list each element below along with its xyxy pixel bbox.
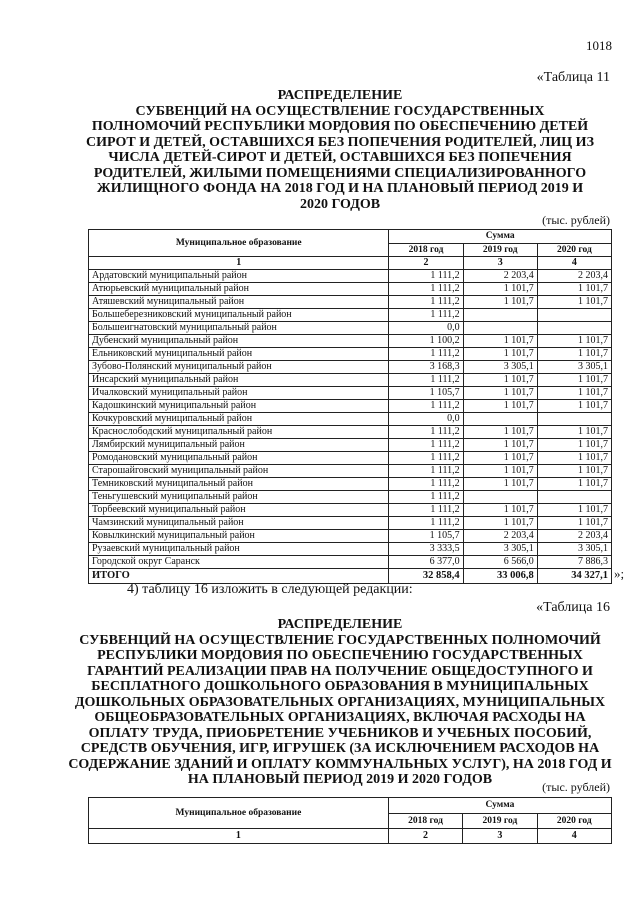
amount-cell: 1 111,2 [389, 465, 463, 478]
amount-cell: 1 101,7 [537, 374, 611, 387]
amount-cell: 1 101,7 [463, 283, 537, 296]
table-16-title [60, 617, 620, 788]
index-row [89, 829, 612, 844]
title-line: СРЕДСТВ ОБУЧЕНИЯ, ИГР, ИГРУШЕК (ЗА ИСКЛЮЧЕНИЕМ РАСХОДОВ НА [80, 741, 600, 756]
header-2018: 2018 год [388, 813, 462, 829]
municipality-cell: Ельниковский муниципальный район [89, 348, 389, 361]
table-row [89, 452, 612, 465]
amount-cell: 1 111,2 [389, 452, 463, 465]
amount-cell [463, 322, 537, 335]
table-row [89, 491, 612, 504]
header-sum: Сумма [389, 230, 612, 244]
amount-cell: 1 111,2 [389, 504, 463, 517]
index-cell: 4 [537, 257, 611, 270]
amount-cell: 1 111,2 [389, 478, 463, 491]
amount-cell: 1 101,7 [537, 296, 611, 309]
amount-cell: 1 101,7 [537, 387, 611, 400]
title-line: СУБВЕНЦИЙ НА ОСУЩЕСТВЛЕНИЕ ГОСУДАРСТВЕННЫХ [135, 103, 545, 119]
table-row [89, 530, 612, 543]
index-cell: 3 [463, 257, 537, 270]
amount-cell: 3 168,3 [389, 361, 463, 374]
amount-cell: 2 203,4 [537, 270, 611, 283]
instruction-text: 4) таблицу 16 изложить в следующей редакции: [127, 582, 413, 597]
header-municipality: Муниципальное образование [89, 230, 389, 257]
table-row [89, 309, 612, 322]
table-row [89, 387, 612, 400]
amount-cell: 1 101,7 [537, 478, 611, 491]
amount-cell: 3 305,1 [537, 361, 611, 374]
municipality-cell: Городской округ Саранск [89, 556, 389, 569]
municipality-cell: Теньгушевский муниципальный район [89, 491, 389, 504]
index-cell: 4 [537, 829, 611, 844]
amount-cell [537, 413, 611, 426]
amount-cell: 1 101,7 [463, 335, 537, 348]
table-11 [88, 229, 612, 584]
header-sum: Сумма [388, 798, 611, 814]
municipality-cell: Лямбирский муниципальный район [89, 439, 389, 452]
table-row [89, 361, 612, 374]
amount-cell: 1 111,2 [389, 309, 463, 322]
amount-cell: 1 101,7 [463, 465, 537, 478]
table-row [89, 504, 612, 517]
amount-cell: 3 333,5 [389, 543, 463, 556]
index-cell: 2 [388, 829, 462, 844]
amount-cell: 1 101,7 [463, 452, 537, 465]
table-row [89, 478, 612, 491]
table-row [89, 348, 612, 361]
amount-cell: 1 101,7 [463, 517, 537, 530]
municipality-cell: Ковылкинский муниципальный район [89, 530, 389, 543]
table-row [89, 270, 612, 283]
amount-cell: 1 111,2 [389, 439, 463, 452]
municipality-cell: Кочкуровский муниципальный район [89, 413, 389, 426]
table-row [89, 413, 612, 426]
table-11-reference: «Таблица 11 [536, 70, 610, 85]
municipality-cell: Дубенский муниципальный район [89, 335, 389, 348]
title-line: 2020 ГОДОВ [299, 196, 381, 212]
index-row [89, 257, 612, 270]
table-11-units: (тыс. рублей) [542, 213, 610, 227]
amount-cell: 1 105,7 [389, 530, 463, 543]
amount-cell [463, 309, 537, 322]
amount-cell: 1 111,2 [389, 374, 463, 387]
table-row [89, 543, 612, 556]
municipality-cell: Рузаевский муниципальный район [89, 543, 389, 556]
table-row [89, 426, 612, 439]
amount-cell: 1 111,2 [389, 348, 463, 361]
header-2019: 2019 год [463, 813, 537, 829]
index-cell: 3 [463, 829, 537, 844]
amount-cell: 1 101,7 [537, 517, 611, 530]
municipality-cell: Атюрьевский муниципальный район [89, 283, 389, 296]
amount-cell: 2 203,4 [463, 530, 537, 543]
title-line: БЕСПЛАТНОГО ДОШКОЛЬНОГО ОБРАЗОВАНИЯ В МУНИЦИПАЛЬНЫХ [91, 679, 589, 694]
amount-cell: 1 101,7 [463, 426, 537, 439]
amount-cell: 1 101,7 [537, 504, 611, 517]
amount-cell: 3 305,1 [537, 543, 611, 556]
municipality-cell: Ичалковский муниципальный район [89, 387, 389, 400]
municipality-cell: Ардатовский муниципальный район [89, 270, 389, 283]
municipality-cell: Большеберезниковский муниципальный район [89, 309, 389, 322]
title-line: РЕСПУБЛИКИ МОРДОВИЯ ПО ОБЕСПЕЧЕНИЮ ГОСУДАРСТВЕННЫХ [97, 648, 583, 663]
header-2019: 2019 год [463, 243, 537, 257]
amount-cell: 1 101,7 [463, 296, 537, 309]
amount-cell: 1 101,7 [537, 335, 611, 348]
title-line: СИРОТ И ДЕТЕЙ, ОСТАВШИХСЯ БЕЗ ПОПЕЧЕНИЯ РОДИТЕЛЕЙ, ЛИЦ ИЗ [86, 134, 594, 150]
amount-cell: 1 101,7 [463, 400, 537, 413]
amount-cell: 1 101,7 [537, 465, 611, 478]
amount-cell [463, 491, 537, 504]
title-line: ГАРАНТИЙ РЕАЛИЗАЦИИ ПРАВ НА ПОЛУЧЕНИЕ ОБЩЕДОСТУПНОГО И [87, 663, 593, 679]
amount-cell: 7 886,3 [537, 556, 611, 569]
amount-cell: 2 203,4 [463, 270, 537, 283]
amount-cell: 1 111,2 [389, 283, 463, 296]
municipality-cell: Старошайговский муниципальный район [89, 465, 389, 478]
table-16 [88, 797, 612, 844]
amount-cell: 0,0 [389, 413, 463, 426]
amount-cell: 1 105,7 [389, 387, 463, 400]
amount-cell: 1 101,7 [537, 348, 611, 361]
title-line: ОПЛАТУ ТРУДА, ПРИОБРЕТЕНИЕ УЧЕБНИКОВ И УЧЕБНЫХ ПОСОБИЙ, [88, 725, 592, 741]
total-2020: 34 327,1 [537, 569, 611, 584]
municipality-cell: Торбеевский муниципальный район [89, 504, 389, 517]
index-cell: 2 [389, 257, 463, 270]
table-16-units: (тыс. рублей) [542, 780, 610, 794]
total-2019: 33 006,8 [463, 569, 537, 584]
table-row [89, 400, 612, 413]
title-line: РОДИТЕЛЕЙ, ЖИЛЫМИ ПОМЕЩЕНИЯМИ СПЕЦИАЛИЗИРОВАННОГО [93, 165, 587, 181]
title-line: РАСПРЕДЕЛЕНИЕ [277, 88, 403, 103]
amount-cell: 1 101,7 [463, 439, 537, 452]
amount-cell: 0,0 [389, 322, 463, 335]
header-2020: 2020 год [537, 813, 611, 829]
municipality-cell: Чамзинский муниципальный район [89, 517, 389, 530]
table-row [89, 296, 612, 309]
table-row [89, 517, 612, 530]
total-2018: 32 858,4 [389, 569, 463, 584]
municipality-cell: Большеигнатовский муниципальный район [89, 322, 389, 335]
header-2020: 2020 год [537, 243, 611, 257]
amount-cell: 6 566,0 [463, 556, 537, 569]
title-line: СОДЕРЖАНИЕ ЗДАНИЙ И ОПЛАТУ КОММУНАЛЬНЫХ УСЛУГ), НА 2018 ГОД И [68, 756, 612, 772]
title-line: ЧИСЛА ДЕТЕЙ-СИРОТ И ДЕТЕЙ, ОСТАВШИХСЯ БЕЗ ПОПЕЧЕНИЯ [108, 150, 572, 165]
amount-cell [537, 491, 611, 504]
amount-cell: 1 101,7 [537, 452, 611, 465]
title-line: НА ПЛАНОВЫЙ ПЕРИОД 2019 И 2020 ГОДОВ [187, 772, 493, 787]
amount-cell: 1 101,7 [537, 400, 611, 413]
amount-cell: 2 203,4 [537, 530, 611, 543]
amount-cell: 1 101,7 [463, 387, 537, 400]
amount-cell: 1 111,2 [389, 270, 463, 283]
amount-cell: 1 101,7 [463, 374, 537, 387]
header-municipality: Муниципальное образование [89, 798, 389, 829]
total-label: ИТОГО [89, 569, 389, 584]
table-row [89, 465, 612, 478]
index-cell: 1 [89, 257, 389, 270]
amount-cell: 1 101,7 [537, 439, 611, 452]
amount-cell: 3 305,1 [463, 361, 537, 374]
table-16-reference: «Таблица 16 [536, 600, 610, 615]
amount-cell: 6 377,0 [389, 556, 463, 569]
table-row [89, 335, 612, 348]
amount-cell: 1 111,2 [389, 491, 463, 504]
page-number: 1018 [586, 38, 612, 53]
table-row [89, 374, 612, 387]
amount-cell [463, 413, 537, 426]
title-line: ОБЩЕОБРАЗОВАТЕЛЬНЫХ ОРГАНИЗАЦИЯХ, ВКЛЮЧАЯ РАСХОДЫ НА [94, 710, 586, 725]
title-line: ПОЛНОМОЧИЙ РЕСПУБЛИКИ МОРДОВИЯ ПО ОБЕСПЕЧЕНИЮ ДЕТЕЙ [91, 119, 589, 134]
header-2018: 2018 год [389, 243, 463, 257]
table-row [89, 439, 612, 452]
amount-cell: 1 111,2 [389, 296, 463, 309]
amount-cell: 1 100,2 [389, 335, 463, 348]
table-row [89, 283, 612, 296]
amount-cell: 1 101,7 [463, 478, 537, 491]
amount-cell [537, 322, 611, 335]
municipality-cell: Инсарский муниципальный район [89, 374, 389, 387]
amount-cell: 1 101,7 [463, 504, 537, 517]
index-cell: 1 [89, 829, 389, 844]
municipality-cell: Кадошкинский муниципальный район [89, 400, 389, 413]
amount-cell: 1 101,7 [463, 348, 537, 361]
title-line: ДОШКОЛЬНЫХ ОБРАЗОВАТЕЛЬНЫХ ОРГАНИЗАЦИЯХ, МУНИЦИПАЛЬНЫХ [74, 694, 606, 710]
table-11-title [60, 88, 620, 212]
municipality-cell: Темниковский муниципальный район [89, 478, 389, 491]
amount-cell: 1 111,2 [389, 517, 463, 530]
table-row [89, 556, 612, 569]
table-row [89, 322, 612, 335]
amount-cell: 1 111,2 [389, 400, 463, 413]
title-line: РАСПРЕДЕЛЕНИЕ [277, 617, 403, 632]
municipality-cell: Ромодановский муниципальный район [89, 452, 389, 465]
municipality-cell: Краснослободский муниципальный район [89, 426, 389, 439]
amount-cell [537, 309, 611, 322]
title-line: СУБВЕНЦИЙ НА ОСУЩЕСТВЛЕНИЕ ГОСУДАРСТВЕННЫХ ПОЛНОМОЧИЙ [79, 632, 601, 648]
closing-quote: »; [614, 566, 625, 581]
title-line: ЖИЛИЩНОГО ФОНДА НА 2018 ГОД И НА ПЛАНОВЫЙ ПЕРИОД 2019 И [96, 181, 584, 196]
amount-cell: 3 305,1 [463, 543, 537, 556]
municipality-cell: Атяшевский муниципальный район [89, 296, 389, 309]
amount-cell: 1 101,7 [537, 283, 611, 296]
amount-cell: 1 111,2 [389, 426, 463, 439]
amount-cell: 1 101,7 [537, 426, 611, 439]
municipality-cell: Зубово-Полянский муниципальный район [89, 361, 389, 374]
